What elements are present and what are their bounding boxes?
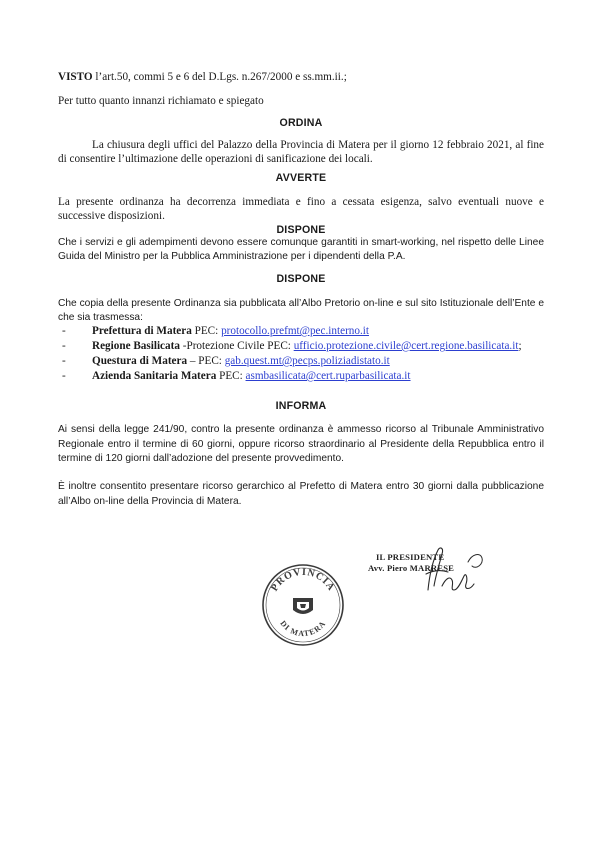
recipient-item <box>58 354 544 369</box>
informa-text-2: È inoltre consentito presentare ricorso gerarchico al Prefetto di Matera entro 30 giorni dalla pubblicazione all’Albo on-line della Provincia di Matera. <box>58 481 544 507</box>
list-dash: - <box>62 370 66 382</box>
recipient-pec-label: -Protezione Civile PEC: <box>179 340 294 352</box>
avverte-heading: AVVERTE <box>275 172 327 184</box>
recipient-name: Regione Basilicata <box>92 340 180 352</box>
recipient-name: Azienda Sanitaria Matera <box>92 370 217 382</box>
visto-paragraph <box>58 70 544 84</box>
recipient-email-link[interactable]: gab.quest.mt@pecps.poliziadistato.it <box>224 355 390 367</box>
informa-heading: INFORMA <box>275 400 327 412</box>
recipient-pec-label: – PEC: <box>187 355 225 367</box>
recipient-name: Prefettura di Matera <box>92 325 192 337</box>
signature-block <box>368 540 498 610</box>
recipient-email-link[interactable]: asmbasilicata@cert.ruparbasilicata.it <box>245 370 411 382</box>
dispone-heading-1: DISPONE <box>276 224 326 236</box>
recipient-list <box>58 324 544 384</box>
recipient-pec-label: PEC: <box>216 370 246 382</box>
recipient-item <box>58 369 544 384</box>
recipient-suffix: ; <box>518 340 522 352</box>
signature-name: Avv. Piero MARRESE <box>368 563 455 573</box>
recipient-item <box>58 339 544 354</box>
stamp-bottom-text: DI MATERA <box>278 618 328 639</box>
premessa-paragraph: Per tutto quanto innanzi richiamato e spiegato <box>58 95 264 107</box>
list-dash: - <box>62 340 66 352</box>
stamp-top-text: PROVINCIA <box>269 566 337 594</box>
recipient-pec-label: PEC: <box>191 325 222 337</box>
recipient-item <box>58 324 544 339</box>
recipient-email-link[interactable]: protocollo.prefmt@pec.interno.it <box>221 325 369 337</box>
stamp-emblem-icon <box>293 598 313 614</box>
dispone-text-1: Che i servizi e gli adempimenti devono essere comunque garantiti in smart-working, nel rispetto delle Linee Guida del Ministro per la Pubblica Amministrazione per i dipendenti della P.A. <box>58 237 544 262</box>
ordina-heading: ORDINA <box>279 117 323 129</box>
recipient-name: Questura di Matera <box>92 355 188 367</box>
informa-text-1: Ai sensi della legge 241/90, contro la presente ordinanza è ammesso ricorso al Tribunale Amministrativo Regionale entro il termine di 60 giorni, oppure ricorso straordinario al Presidente della Repubblica entro il termine di 120 giorni dall’adozione del presente provvedimento. <box>58 424 544 464</box>
svg-text:PROVINCIA <box>269 567 337 593</box>
svg-text:DI MATERA <box>278 619 327 638</box>
visto-text: l’art.50, commi 5 e 6 del D.Lgs. n.267/2000 e ss.mm.ii.; <box>92 71 347 83</box>
visto-label: VISTO <box>58 71 93 83</box>
list-dash: - <box>62 355 66 367</box>
ordina-text: La chiusura degli uffici del Palazzo della Provincia di Matera per il giorno 12 febbraio 2021, al fine di consentire l’ultimazione delle operazioni di sanificazione dei locali. <box>58 139 544 165</box>
list-dash: - <box>62 325 66 337</box>
handwritten-signature-icon <box>368 540 498 610</box>
dispone-heading-2: DISPONE <box>276 273 326 285</box>
signature-title: IL PRESIDENTE <box>376 552 445 562</box>
province-stamp <box>260 562 346 648</box>
dispone-text-2: Che copia della presente Ordinanza sia pubblicata all’Albo Pretorio on-line e sul sito Istituzionale dell’Ente e che sia trasmessa: <box>58 298 544 323</box>
avverte-text: La presente ordinanza ha decorrenza immediata e fino a cessata esigenza, salvo eventuali nuove e successive disposizioni. <box>58 196 544 222</box>
recipient-email-link[interactable]: ufficio.protezione.civile@cert.regione.basilicata.it <box>293 340 519 352</box>
